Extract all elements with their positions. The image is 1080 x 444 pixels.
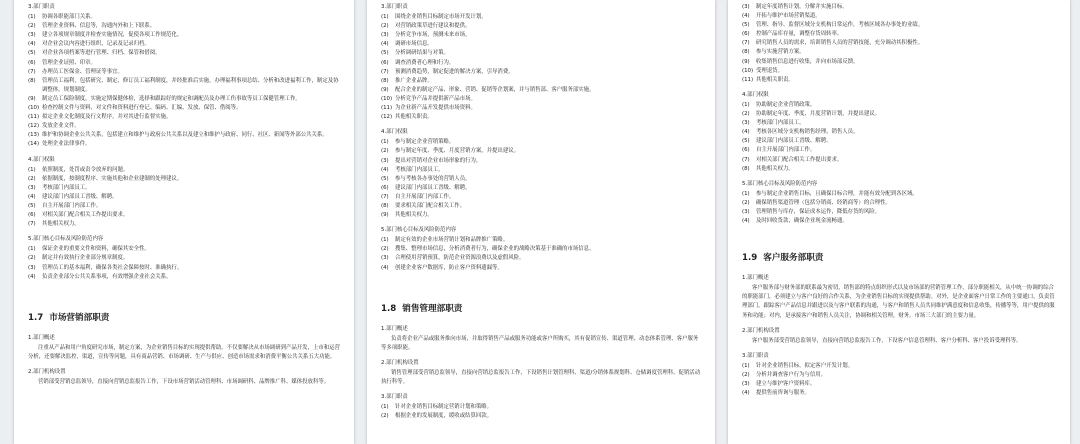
list-item-text: 考核部门内部员工。 (42, 184, 91, 191)
list-item-number: (6) (381, 59, 389, 66)
list-item-text: 协助制定年度、季度、月度营销计划，并提出建议。 (756, 111, 880, 118)
list-item (381, 68, 701, 77)
list-item (381, 22, 701, 31)
list-item (381, 104, 701, 113)
list-item (381, 147, 701, 156)
list-item-text: 管理员工的基本福利，确保各类社会保障按时、准确执行。 (42, 264, 183, 271)
section-heading: 5.部门核心目标及风险防范内容 (742, 180, 818, 187)
list-item-text: 发放企业文件。 (42, 123, 80, 130)
list-item-number: (7) (28, 221, 36, 228)
list-item-number: (3) (28, 264, 36, 271)
list-item (742, 156, 1056, 165)
list-item-text: 分析竞争产品并提供新产品市场。 (395, 95, 476, 102)
list-item-number: (11) (742, 76, 754, 83)
section-heading: 1.部门概述 (28, 334, 55, 341)
list-item (28, 40, 340, 49)
list-item-number: (2) (742, 199, 750, 206)
list-item-text: 其他相关职责。 (756, 76, 794, 83)
list-item-text: 针对企业销售目标制定营销计划和策略。 (395, 404, 493, 411)
list-item (742, 67, 1056, 76)
list-item-text: 受理退货。 (756, 67, 783, 74)
list-item-number: (2) (381, 23, 389, 30)
list-item (28, 104, 340, 113)
list-item (28, 193, 340, 202)
list-item-number: (4) (742, 218, 750, 225)
list-item-number: (2) (381, 246, 389, 253)
list-item-text: 调研市场信息。 (395, 41, 433, 48)
list-item-number: (5) (742, 138, 750, 145)
document-page-2 (367, 0, 715, 444)
list-item-text: 参与实施营销方案。 (756, 49, 805, 56)
chapter-title: 市场营销部职责 (49, 312, 110, 323)
list-item-number: (4) (381, 166, 389, 173)
list-item (28, 202, 340, 211)
list-item-number: (2) (381, 148, 389, 155)
list-item (28, 113, 340, 122)
list-item (381, 202, 701, 211)
list-item-text: 考核部门内部员工。 (395, 166, 444, 173)
list-item-number: (4) (28, 273, 36, 280)
list-item-number: (9) (381, 212, 389, 219)
paragraph: 客户服务部与财务部的联系最为密切，销售部的特点组织形式以及市场部的营销管理工作，部分职能相关，从中统一协调的综合的职能部门，必须建立与客户良好的合作关系，为企业销售目标的实现提供帮助。对外，是企业面客户日常工作的主要通口，负责管理部门，跟踪客户产品信息并跟进以及与客户联系的沟通，与客户和销售人员共同维护满意度和信息收集，传播等等，用户提供的服务和功能；对内，是承接客户和销售人员关注，协调和相关管理，财务，市场三大部门的主要力量。 (742, 285, 1055, 319)
list-item (742, 101, 1056, 110)
list-item (381, 31, 701, 40)
list-item-number: (1) (28, 246, 36, 253)
document-page-1 (14, 0, 354, 444)
list-item-number: (8) (28, 77, 36, 84)
list-item-number: (5) (742, 22, 750, 29)
list-item-number: (14) (28, 141, 40, 148)
list-item-number: (9) (381, 86, 389, 93)
list-item (742, 371, 1056, 380)
section-heading: 5.部门核心目标及风险防范内容 (28, 236, 104, 243)
list-item-number: (4) (381, 41, 389, 48)
paragraph: 营销部受营销总监领导，直接向营销总监报告工作，下设市场营销活动管理科、市场调研科、品牌推广科、媒体投放科等。 (38, 379, 330, 386)
list-item-text: 参与考核各办事处的营销人员。 (395, 175, 471, 182)
core-goals-list (381, 236, 701, 272)
list-item (28, 254, 340, 263)
list-item (381, 13, 701, 22)
paragraph: 注重从产品和用户角度研究市场，制定方案，为企业销售目标的实现提供帮助。不仅要解决从市场调研到产品开发，上市和运营分析，还要解决监控，渠道，宣传等问题，具有商品营销、市场调研、生产与供应、创造市场需求和消费平衡公共关系五大功能。 (28, 344, 340, 360)
list-item-text: 分析调研结果与对策。 (395, 50, 449, 57)
list-item (28, 184, 340, 193)
list-item (28, 122, 340, 131)
list-item-number: (6) (742, 147, 750, 154)
paragraph: 负责将企业产品或服务推向市场，并取得销售产品或服务功能或客户所购买，其有促销宣传、渠道管理、动态体系管理、客户服务等多项职能。 (381, 335, 699, 351)
list-item-number: (1) (742, 362, 750, 369)
list-item (742, 199, 1056, 208)
section-heading: 2.部门机构设置 (28, 369, 66, 375)
list-item-number: (4) (742, 129, 750, 136)
list-item (28, 273, 340, 282)
list-item-number: (7) (742, 40, 750, 47)
list-item-number: (3) (742, 120, 750, 127)
list-item-text: 根据企业的发展制度，缓收或结算回款。 (395, 413, 493, 420)
list-item-number: (2) (28, 175, 36, 182)
list-item-text: 考核各区域分支机构销售经理、销售人员。 (756, 129, 859, 136)
list-item-text: 开拓与维护市场营销渠道。 (756, 13, 821, 20)
list-item-number: (1) (28, 14, 36, 21)
list-item-number: (2) (742, 111, 750, 118)
list-item-text: 制定并有效执行企业部分规章制度。 (42, 255, 129, 262)
list-item-text: 管理员工福利，包括研究、制定、修订员工福利制度，并经批准后实施，办理福利事项总结、分析和改进福利工作，制定及协调整体，规划制度。 (42, 77, 339, 93)
list-item-text: 确保销售渠道管理（包括分销商、经销商等）的合理性。 (756, 199, 891, 206)
list-item (742, 30, 1056, 39)
list-item (28, 264, 340, 273)
list-item (381, 95, 701, 104)
list-item-text: 对相关部门配合相关工作提出要求。 (42, 212, 129, 219)
list-item-number: (4) (381, 264, 389, 271)
list-item-number: (3) (381, 157, 389, 164)
list-item-number: (8) (742, 165, 750, 172)
list-item (28, 13, 340, 22)
list-item (742, 137, 1056, 146)
section-heading: 2.部门机构设置 (742, 327, 780, 334)
list-item-text: 协调各职能部门关系。 (42, 14, 96, 21)
list-item (28, 175, 340, 184)
list-item-text: 其他相关权力。 (756, 165, 794, 172)
list-item (381, 49, 701, 58)
list-item-text: 预测消费趋势，制定促进的解决方案，引导消费。 (395, 68, 514, 75)
list-item-text: 分析竞争市场，预测未来市场。 (395, 32, 471, 39)
list-item (28, 59, 340, 68)
list-item-number: (7) (742, 156, 750, 163)
list-item (381, 184, 701, 193)
list-item (28, 211, 340, 220)
list-item-text: 其他相关权力。 (395, 212, 433, 219)
list-item (28, 166, 340, 175)
duty-list (381, 403, 701, 421)
section-heading: 4.部门权限 (28, 156, 55, 163)
list-item-text: 参与制定年度、季度、月度营销方案，并提出建议。 (395, 148, 519, 155)
list-item-number: (5) (381, 175, 389, 182)
list-item-text: 分析并调查客户行为与信用。 (756, 372, 827, 378)
list-item (381, 166, 701, 175)
list-item-number: (6) (28, 59, 36, 66)
list-item (381, 86, 701, 95)
core-goals-list (28, 245, 340, 281)
authority-list (742, 101, 1056, 174)
list-item-number: (4) (742, 13, 750, 20)
list-item-text: 建立各项规章制度并检查实施情况，促使各项工作规范化。 (42, 32, 183, 39)
list-item (381, 59, 701, 68)
list-item-number: (6) (28, 212, 36, 219)
list-item (381, 193, 701, 202)
list-item (742, 146, 1056, 155)
list-item (742, 128, 1056, 137)
core-goals-list (742, 190, 1056, 226)
list-item-number: (8) (381, 202, 389, 209)
list-item (381, 113, 701, 122)
list-item-number: (11) (381, 105, 393, 112)
list-item (742, 389, 1056, 398)
list-item-text: 协助制定企业营销政策。 (756, 101, 816, 108)
list-item-text: 制定有效的企业市场营销计划和品牌推广策略。 (395, 237, 509, 244)
list-item-number: (10) (742, 67, 754, 74)
list-item-number: (2) (28, 23, 36, 30)
list-item-text: 建立与维护客户资料库。 (756, 381, 816, 388)
list-item-number: (7) (28, 68, 36, 75)
list-item-text: 检查控制文件与资料，对文件和资料进行登记、编码、汇编、发放、保管、借阅等。 (42, 105, 242, 112)
list-item (381, 403, 701, 412)
list-item-number: (5) (381, 50, 389, 57)
list-item-text: 制定年度销售计划，分解并实施目标。 (756, 4, 848, 10)
duty-list (381, 13, 701, 122)
duty-list (742, 362, 1056, 398)
section-heading: 5.部门核心目标及风险防范内容 (381, 227, 457, 234)
section-heading: 3.部门职责 (742, 352, 769, 359)
list-item-text: 保证企业的重要文件和资料，确保其安全性。 (42, 246, 150, 253)
list-item (742, 48, 1056, 57)
list-item-number: (9) (28, 95, 36, 102)
list-item (381, 138, 701, 147)
list-item-text: 控制产品库存量，调整存货周转率。 (756, 31, 843, 38)
list-item-number: (1) (28, 166, 36, 173)
list-item-number: (9) (742, 58, 750, 65)
section-heading: 3.部门职责 (381, 4, 408, 10)
list-item-text: 针对企业销售目标，拟定客户开发计划。 (756, 362, 854, 369)
section-heading: 4.部门权限 (381, 129, 408, 136)
list-item (742, 76, 1056, 85)
list-item (742, 12, 1056, 21)
list-item-number: (4) (28, 193, 36, 200)
list-item-text: 参与制定企业营销策略。 (395, 139, 455, 146)
duty-list-continued (742, 3, 1056, 85)
list-item (28, 22, 340, 31)
list-item-text: 合理使用营销预算，防范企业资源浪费以及虚假风险。 (395, 255, 525, 262)
list-item-text: 调查消费者心理和行为。 (395, 59, 455, 66)
list-item (742, 58, 1056, 67)
list-item-number: (1) (742, 190, 750, 197)
chapter-heading (381, 303, 701, 315)
list-item-text: 围绕企业销售目标制定市场开发计划。 (395, 14, 487, 21)
list-item-number: (5) (28, 202, 36, 209)
list-item-text: 研究销售人员的需求，培训销售人员的营销技能，充分调动其积极性。 (756, 40, 924, 47)
list-item (381, 412, 701, 421)
list-item (742, 110, 1056, 119)
list-item-number: (2) (742, 372, 750, 378)
list-item-number: (3) (28, 32, 36, 39)
list-item-text: 提出对营销对企业市场形象的行为。 (395, 157, 482, 164)
section-heading: 1.部门概述 (381, 325, 408, 332)
list-item (28, 220, 340, 229)
list-item (28, 31, 340, 40)
list-item-text: 拟定企业文化制度及行文程序，并对其进行监督实施。 (42, 114, 172, 121)
list-item (381, 236, 701, 245)
list-item-number: (8) (742, 49, 750, 56)
list-item-text: 为企业新产品开发提供市场资料。 (395, 105, 476, 112)
list-item-number: (2) (381, 413, 389, 420)
section-heading: 4.部门权限 (742, 91, 769, 98)
list-item-number: (1) (381, 404, 389, 411)
chapter-number: 1.9 (742, 253, 758, 264)
chapter-title: 客户服务部职责 (763, 253, 824, 264)
list-item-text: 管理企业资料、信息等，沟通内外和上下联系。 (42, 23, 156, 30)
list-item (742, 217, 1056, 226)
list-item-text: 自主开展部门内部工作。 (756, 147, 816, 154)
list-item (381, 157, 701, 166)
list-item-number: (6) (381, 184, 389, 191)
list-item-text: 负责企业部分公共关系事项，有效增强企业社会关系。 (42, 273, 172, 280)
authority-list (381, 138, 701, 220)
list-item-text: 对企业会议内容进行组织、记录及记录归档。 (42, 41, 150, 48)
list-item-text: 建议部门内部员工晋级、解聘。 (395, 184, 471, 191)
list-item-number: (12) (381, 114, 393, 121)
document-page-3 (728, 0, 1070, 444)
list-item-text: 管理企业证照、印章。 (42, 59, 96, 66)
list-item-text: 其他相关职责。 (395, 114, 433, 121)
list-item (742, 165, 1056, 174)
list-item-text: 办理员工医保金、管理证等事宜。 (42, 68, 123, 75)
list-item-text: 收集销售信息进行收集，并向市场部反馈。 (756, 58, 859, 65)
list-item-number: (3) (742, 381, 750, 388)
list-item (28, 140, 340, 149)
chapter-heading (28, 312, 340, 324)
list-item-text: 管理销售与库存，保证成本运作，降低存货的风险。 (756, 208, 880, 215)
list-item-number: (8) (381, 77, 389, 84)
list-item-text: 推广企业品牌。 (395, 77, 433, 84)
list-item-number: (1) (381, 14, 389, 21)
list-item (28, 77, 340, 95)
list-item-number: (4) (742, 390, 750, 397)
section-heading: 1.部门概述 (742, 275, 769, 282)
duty-list (28, 13, 340, 149)
list-item-text: 参与制定企业销售目标，且确保目标合理，并能有效分配到各区域。 (756, 190, 918, 197)
list-item (742, 21, 1056, 30)
list-item-number: (13) (28, 132, 40, 139)
list-item-number: (10) (381, 95, 393, 102)
list-item-text: 处理企业法律事件。 (42, 141, 91, 148)
list-item-number: (1) (381, 237, 389, 244)
list-item (381, 211, 701, 220)
list-item-text: 对企业各项档案等进行管理、归档、保管和借阅。 (42, 50, 161, 57)
list-item (742, 208, 1056, 217)
list-item-number: (3) (381, 255, 389, 262)
list-item-text: 搜集、整理市场信息，分析消费者行为，确保企业的战略决策基于准确的市场信息。 (395, 246, 595, 253)
list-item-number: (3) (742, 4, 750, 10)
list-item (381, 264, 701, 273)
list-item (381, 77, 701, 86)
list-item (28, 49, 340, 58)
list-item-text: 自主开展部门内部工作。 (42, 202, 102, 209)
paragraph: 客户服务部受营销总监领导，直接向营销总监报告工作，下设客户信息管理科、客户分析科、客户投诉受理科等。 (752, 337, 1022, 344)
list-item-number: (5) (28, 50, 36, 57)
list-item (742, 119, 1056, 128)
list-item-text: 建议部门内部员工晋级、解聘。 (42, 193, 118, 200)
list-item (742, 3, 1056, 12)
list-item (381, 175, 701, 184)
chapter-number: 1.7 (28, 312, 44, 323)
list-item-number: (11) (28, 114, 40, 121)
list-item-number: (3) (381, 32, 389, 39)
list-item (742, 362, 1056, 371)
list-item-text: 制定员工保险制度，实施定期保健体检，选择和跟踪好的规定和调配员及办理工伤事故等员工保健管理工作。 (42, 95, 301, 102)
list-item-text: 提供售前咨询与服务。 (756, 390, 810, 397)
list-item-number: (12) (28, 123, 40, 130)
paragraph: 销售管理部受营销总监领导，直接向营销总监报告工作，下设销售计划管理科、渠道/分销体系规划科、仓储调度管理科、促销活动执行科等。 (381, 370, 701, 386)
list-item (28, 131, 340, 140)
chapter-number: 1.8 (381, 303, 397, 314)
list-item (28, 95, 340, 104)
list-item-number: (1) (381, 139, 389, 146)
list-item-text: 其他相关权力。 (42, 221, 80, 228)
authority-list (28, 166, 340, 230)
list-item (742, 380, 1056, 389)
list-item-text: 及时回收货款，确保企业现金流畅通。 (756, 218, 848, 225)
list-item-number: (3) (28, 184, 36, 191)
list-item-number: (3) (742, 208, 750, 215)
list-item-text: 对营销政策草进行建议和提供。 (395, 23, 471, 30)
list-item (381, 254, 701, 263)
section-heading: 3.部门职责 (28, 4, 55, 10)
list-item-text: 创建企业客户数据库，防止客户资料遗漏等。 (395, 264, 503, 271)
chapter-heading (742, 252, 1056, 264)
list-item (742, 39, 1056, 48)
list-item-text: 建议部门内部员工晋级、解聘。 (756, 138, 832, 145)
chapter-title: 销售管理部职责 (402, 303, 463, 314)
list-item-text: 依据制度，按制度程序、实施其他和企业建制的处理建议。 (42, 175, 183, 182)
list-item (28, 245, 340, 254)
list-item (742, 190, 1056, 199)
list-item-text: 配合企业的制定产品、形象、营销、促销等企划案，并与销售部、客户服务部实施。 (395, 86, 595, 93)
list-item-number: (6) (742, 31, 750, 38)
list-item-number: (10) (28, 105, 40, 112)
list-item-text: 维护和协调企业公共关系，包括建立和维护与政府公共关系以及建立和维护与政府、同行、社区、新闻等外部公共关系。 (42, 132, 328, 139)
list-item-text: 对相关部门配合相关工作提出要求。 (756, 156, 843, 163)
list-item-number: (4) (28, 41, 36, 48)
list-item (28, 68, 340, 77)
section-heading: 2.部门机构设置 (381, 359, 419, 366)
list-item-text: 依照制度，处罚或责令放弃的问题。 (42, 166, 129, 173)
list-item-number: (2) (28, 255, 36, 262)
section-heading: 3.部门职责 (381, 394, 408, 401)
list-item-text: 要求相关部门配合相关工作。 (395, 202, 466, 209)
list-item-text: 自主开展部门内部工作。 (395, 193, 455, 200)
list-item-number: (7) (381, 193, 389, 200)
list-item (381, 40, 701, 49)
list-item-text: 考核部门内部员工。 (756, 120, 805, 127)
list-item-number: (1) (742, 101, 750, 108)
list-item-text: 管理、指导、监督区域分支机构日常运作，考核区域各办事处的业绩。 (756, 22, 924, 29)
list-item-number: (7) (381, 68, 389, 75)
list-item (381, 245, 701, 254)
